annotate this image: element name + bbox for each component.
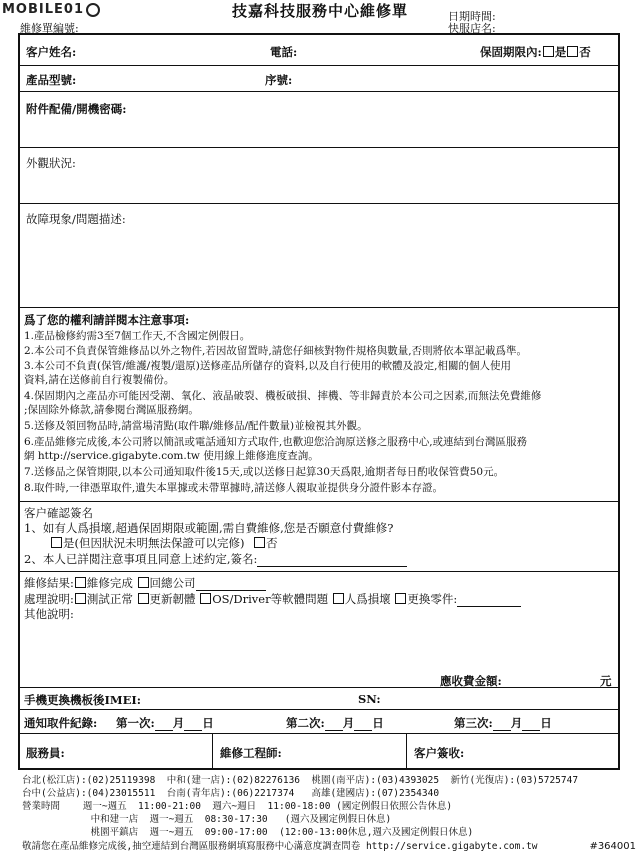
customer-name-label: 客户姓名:	[26, 45, 77, 59]
confirm-heading: 客户確認簽名	[24, 506, 93, 520]
notice-item: ;保固除外條款,請參閱台灣區服務網。	[24, 404, 199, 416]
month-label: 月	[510, 716, 523, 730]
watermark-id: #364001	[589, 841, 636, 852]
repair-process	[24, 591, 521, 607]
repair-form	[18, 33, 620, 770]
replace-label: 更換零件:	[407, 592, 458, 606]
imei-label: 手機更換機板後IMEI:	[24, 693, 141, 707]
notice-heading: 爲了您的權利請詳閱本注意事項:	[24, 313, 190, 327]
phone-label: 電話:	[270, 45, 298, 59]
human-label: 人爲損壞	[344, 592, 391, 606]
currency-label: 元	[600, 674, 612, 688]
q1-no-label: 否	[266, 536, 278, 550]
notice-item: 1.產品檢修約需3至7個工作天,不含國定例假日。	[24, 330, 251, 342]
notice-item: 5.送修及領回物品時,請當場清點(取件聯/維修品/配件數量)並檢視其外觀。	[24, 420, 368, 432]
confirm-q2-label: 2、本人已詳閲注意事項且同意上述約定,簽名:	[24, 552, 258, 566]
human-checkbox[interactable]	[333, 593, 344, 604]
notify-first-label: 第一次:	[116, 716, 155, 730]
warranty-no-checkbox[interactable]	[567, 46, 578, 57]
notify-second-label: 第二次:	[286, 716, 325, 730]
test-ok-label: 測試正常	[86, 592, 133, 606]
process-label: 處理說明:	[24, 592, 74, 606]
result-label: 維修結果:	[24, 576, 74, 590]
day-label: 日	[540, 716, 552, 730]
second-day-line[interactable]	[354, 720, 372, 731]
bios-label: 更新韌體	[149, 592, 196, 606]
service-label: 服務員:	[26, 746, 65, 760]
appearance-label: 外觀狀況:	[26, 156, 76, 170]
form-title: 技嘉科技服務中心維修單	[231, 2, 408, 20]
os-checkbox[interactable]	[200, 593, 211, 604]
returned-label: 回總公司	[149, 576, 196, 590]
fee-label: 應收費金額:	[440, 674, 502, 688]
store-label: 快服店名:	[448, 22, 496, 35]
notify-third-label: 第三次:	[454, 716, 493, 730]
order-no-label: 維修單編號:	[20, 22, 79, 35]
warranty-yes-label: 是	[554, 45, 567, 59]
other-label: 其他說明:	[24, 607, 74, 621]
notify-first	[116, 715, 214, 731]
footer-line: 營業時間 週一~週五 11:00-21:00 週六~週日 11:00-18:00 (國定例假日依照公告休息)	[22, 801, 453, 812]
signature-line[interactable]	[257, 556, 407, 567]
confirm-q1-options	[50, 535, 278, 551]
notice-item: 7.送修品之保管期限,以本公司通知取件後15天,或以送修日起算30天爲限,逾期者每日酌收保管費50元。	[24, 466, 505, 478]
logo-text: MOBILE01	[2, 2, 84, 17]
q1-yes-label: 是(但因狀況未明無法保證可以完修)	[63, 536, 245, 550]
footer-line: 台北(松江店):(02)25119398 中和(建一店):(02)82276136 桃園(南平店):(03)4393025 新竹(光復店):(03)5725747	[22, 775, 579, 786]
confirm-q2	[24, 551, 407, 567]
engineer-label: 維修工程師:	[220, 746, 282, 760]
second-month-line[interactable]	[325, 720, 343, 731]
notice-item: 4.保固期內之產品亦可能因受潮、氧化、液晶破裂、機板破損、摔機、等非歸責於本公司之因素,而無法免費維修	[24, 390, 542, 402]
footer-line: 台中(公益店):(04)23015511 台南(青年店):(06)2217374 高雄(建國店):(07)2354340	[22, 788, 440, 799]
notify-second	[286, 715, 384, 731]
warranty-field	[480, 44, 591, 60]
notice-item: 網 http://service.gigabyte.com.tw 使用線上維修進度查詢。	[24, 450, 319, 462]
warranty-yes-checkbox[interactable]	[543, 46, 554, 57]
date-label: 日期時間:	[448, 10, 496, 23]
repair-result	[24, 575, 266, 591]
third-month-line[interactable]	[493, 720, 511, 731]
test-ok-checkbox[interactable]	[75, 593, 86, 604]
third-day-line[interactable]	[522, 720, 540, 731]
day-label: 日	[202, 716, 214, 730]
notice-item: 6.產品維修完成後,本公司將以簡訊或電話通知方式取件,也歡迎您洽詢原送修之服務中心,或連結到台灣區服務	[24, 436, 528, 448]
returned-checkbox[interactable]	[138, 577, 149, 588]
notify-third	[454, 715, 552, 731]
day-label: 日	[372, 716, 384, 730]
footer-line: 敬請您在產品維修完成後,抽空連結到台灣區服務網填寫服務中心滿意度調查問卷 http://service.gigabyte.com.tw	[22, 841, 538, 852]
q1-no-checkbox[interactable]	[254, 537, 265, 548]
notice-item: 2.本公司不負責保管維修品以外之物件,若因故留置時,請您仔細核對物件規格與數量,否則將依本單記載爲準。	[24, 345, 528, 357]
notice-item: 3.本公司不負責(保管/維護/複製/還原)送修產品所儲存的資料,以及自行使用的軟體及設定,相關的個人使用	[24, 360, 511, 372]
warranty-label: 保固期限內:	[480, 45, 542, 59]
replace-checkbox[interactable]	[395, 593, 406, 604]
confirm-q1: 1、如有人爲損壞,超過保固期限或範圍,需自費維修,您是否願意付費維修?	[24, 521, 394, 535]
first-day-line[interactable]	[184, 720, 202, 731]
replace-line[interactable]	[457, 596, 521, 607]
model-label: 產品型號:	[26, 73, 77, 87]
warranty-no-label: 否	[579, 45, 591, 59]
serial-label: 序號:	[265, 73, 293, 87]
sign-label: 客户簽收:	[414, 746, 465, 760]
footer-line: 中和建一店 週一~週五 08:30-17:30 (週六及國定例假日休息)	[22, 814, 392, 825]
fault-label: 故障現象/問題描述:	[26, 212, 126, 226]
done-checkbox[interactable]	[75, 577, 86, 588]
footer-line: 桃園平鎮店 週一~週五 09:00-17:00 (12:00-13:00休息,週六及國定例假日休息)	[22, 827, 474, 838]
os-label: OS/Driver等軟體問題	[212, 592, 329, 606]
month-label: 月	[172, 716, 185, 730]
notify-label: 通知取件紀錄:	[24, 716, 98, 730]
first-month-line[interactable]	[155, 720, 173, 731]
returned-line[interactable]	[196, 580, 266, 591]
month-label: 月	[342, 716, 355, 730]
accessories-label: 附件配備/開機密碼:	[26, 102, 127, 116]
notice-item: 8.取件時,一律憑單取件,遺失本單據或未帶單據時,請送修人親取並提供身分證件影本存證。	[24, 482, 444, 494]
q1-yes-checkbox[interactable]	[51, 537, 62, 548]
done-label: 維修完成	[86, 576, 133, 590]
sn-label: SN:	[358, 692, 381, 706]
bios-checkbox[interactable]	[138, 593, 149, 604]
notice-item: 資料,請在送修前自行複製備份。	[24, 374, 175, 386]
